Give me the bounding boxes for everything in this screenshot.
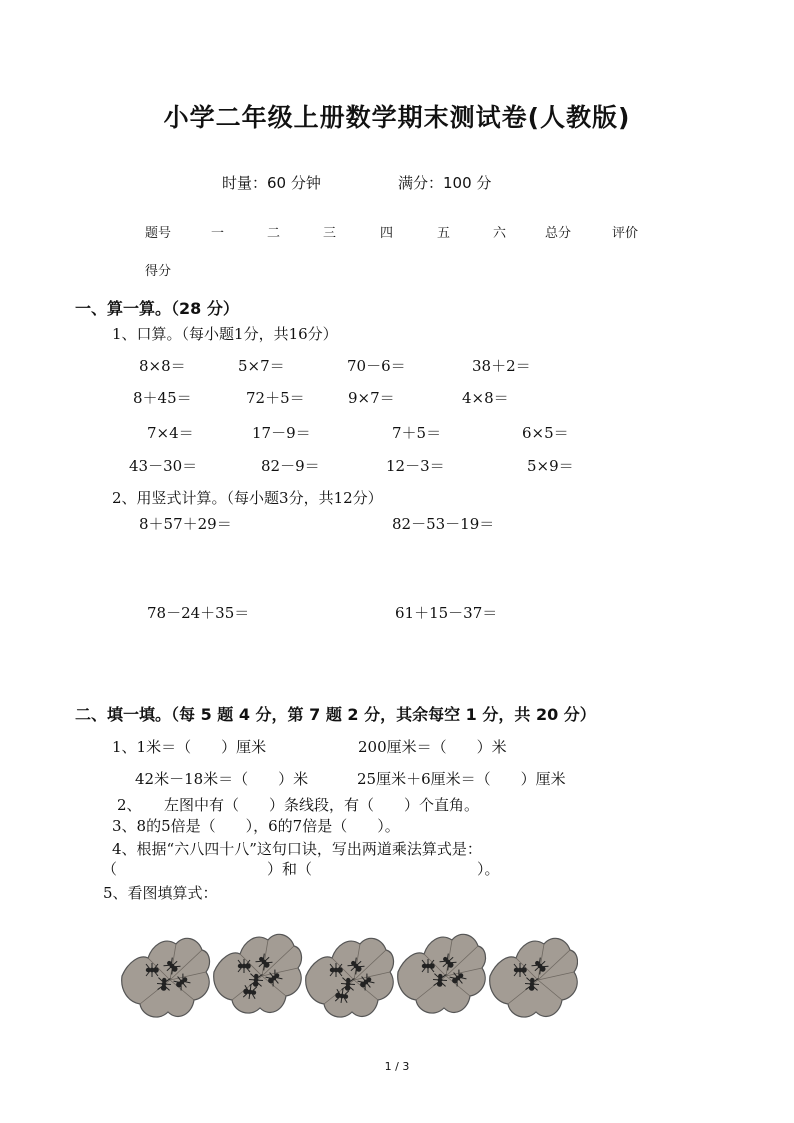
score-header-cell: 一 <box>211 226 225 241</box>
vertical-calc-item: 61＋15－37＝ <box>395 604 498 622</box>
score-header-cell: 评价 <box>612 226 639 241</box>
oral-calc-item: 4×8＝ <box>462 389 509 407</box>
section-1-title: 一、算一算。（28 分） <box>75 299 239 318</box>
fill-q4-blanks: （ ）和（ ）。 <box>102 860 500 878</box>
oral-calc-label: 1、口算。（每小题1分，共16分） <box>112 325 338 343</box>
time-limit: 时量：60 分钟 <box>222 174 321 192</box>
score-row-label: 得分 <box>145 264 172 279</box>
fill-q5: 5、看图填算式： <box>103 884 218 902</box>
vertical-calc-item: 82－53－19＝ <box>392 515 495 533</box>
leaf-with-ants <box>306 938 394 1017</box>
oral-calc-item: 72＋5＝ <box>246 389 305 407</box>
section-2-title: 二、填一填。（每 5 题 4 分，第 7 题 2 分，其余每空 1 分，共 20 分） <box>75 705 596 724</box>
fill-q1d: 25厘米＋6厘米＝（ ）厘米 <box>357 770 566 788</box>
score-header-cell: 六 <box>493 226 507 241</box>
oral-calc-item: 70－6＝ <box>347 357 406 375</box>
oral-calc-item: 9×7＝ <box>348 389 395 407</box>
page-title: 小学二年级上册数学期末测试卷(人教版) <box>163 103 631 132</box>
oral-calc-item: 7＋5＝ <box>392 424 442 442</box>
score-header-cell: 五 <box>437 226 451 241</box>
oral-calc-item: 38＋2＝ <box>472 357 531 375</box>
oral-calc-item: 5×7＝ <box>238 357 285 375</box>
oral-calc-item: 17－9＝ <box>252 424 311 442</box>
leaf-with-ants <box>490 938 578 1017</box>
leaf-with-ants <box>122 938 210 1017</box>
oral-calc-item: 5×9＝ <box>527 457 574 475</box>
vertical-calc-item: 78－24＋35＝ <box>147 604 250 622</box>
leaf-shape <box>214 934 302 1013</box>
score-header-cell: 二 <box>267 226 281 241</box>
fill-q1a: 1、1米＝（ ）厘米 <box>112 738 267 756</box>
score-header-cell: 题号 <box>145 226 172 241</box>
leaves-ants-figure <box>118 918 578 1028</box>
fill-q3: 3、8的5倍是（ ），6的7倍是（ ）。 <box>112 817 400 835</box>
oral-calc-item: 8＋45＝ <box>133 389 192 407</box>
leaf-shape <box>122 938 210 1017</box>
vertical-calc-label: 2、用竖式计算。（每小题3分，共12分） <box>112 489 383 507</box>
oral-calc-item: 7×4＝ <box>147 424 194 442</box>
vertical-calc-item: 8＋57＋29＝ <box>139 515 232 533</box>
oral-calc-item: 82－9＝ <box>261 457 320 475</box>
fill-q2: 2、 左图中有（ ）条线段，有（ ）个直角。 <box>117 796 480 814</box>
leaf-shape <box>306 938 394 1017</box>
oral-calc-item: 6×5＝ <box>522 424 569 442</box>
fill-q1b: 200厘米＝（ ）米 <box>358 738 507 756</box>
page-number: 1 / 3 <box>384 1060 410 1073</box>
oral-calc-item: 12－3＝ <box>386 457 445 475</box>
leaf-shape <box>490 938 578 1017</box>
score-header-cell: 三 <box>323 226 337 241</box>
fill-q1c: 42米－18米＝（ ）米 <box>135 770 309 788</box>
leaf-shape <box>398 934 486 1013</box>
fill-q4: 4、根据“六八四十八”这句口诀，写出两道乘法算式是： <box>112 840 482 858</box>
oral-calc-item: 43－30＝ <box>129 457 198 475</box>
leaf-with-ants <box>398 934 486 1013</box>
score-header-cell: 四 <box>380 226 394 241</box>
oral-calc-item: 8×8＝ <box>139 357 186 375</box>
score-header-cell: 总分 <box>545 226 572 241</box>
leaf-with-ants <box>214 934 302 1013</box>
full-score: 满分：100 分 <box>398 174 492 192</box>
